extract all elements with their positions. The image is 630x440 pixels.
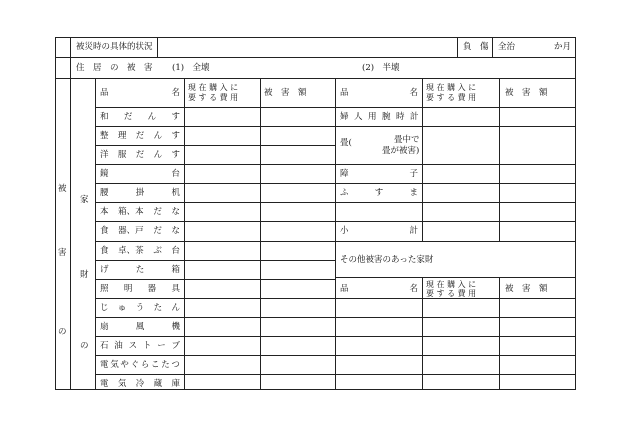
left-item-row: 本 箱、本 だ な [100, 207, 180, 217]
situation-label: 被災時の具体的状況 [76, 42, 153, 52]
left-item-row: 和 だ ん す [100, 112, 180, 122]
item-shoji: 障 子 [340, 169, 418, 179]
left-damage-header: 被 害 額 [264, 88, 307, 98]
damage-vertical-1: 被 [58, 184, 67, 194]
item-header-char-2: 名 [409, 284, 418, 294]
item-header-char-2: 名 [171, 88, 180, 98]
right-lower-item-header [340, 284, 418, 294]
item-header-char-2: 名 [409, 88, 418, 98]
right-lower-cost-header-1: 現 在 購 入 に [426, 280, 477, 289]
item-subtotal: 小 計 [340, 226, 418, 236]
option-total-collapse[interactable]: (1) 全壊 [172, 63, 210, 73]
left-item-row: 洋 服 だ ん す [100, 150, 180, 160]
other-items-heading: その他被害のあった家財 [340, 255, 434, 265]
right-lower-damage-header: 被 害 額 [505, 284, 548, 294]
situation-input[interactable] [158, 38, 457, 57]
left-item-row: じ ゅ う た ん [100, 303, 180, 313]
left-item-row: 石 油 ス ト ー ブ [100, 341, 180, 351]
item-header-char-1: 品 [100, 88, 109, 98]
left-item-row: 扇 風 機 [100, 322, 180, 332]
injury-label: 負 傷 [463, 42, 489, 52]
household-vertical-3: の [80, 341, 89, 351]
left-item-row: げ た 箱 [100, 265, 180, 275]
left-item-row: 食 器、戸 だ な [100, 226, 180, 236]
item-tatami: 畳( [340, 138, 352, 148]
tatami-note-2: 畳が被害) [382, 146, 420, 156]
option-half-collapse[interactable]: (2) 半壊 [362, 63, 400, 73]
recovery-label: 全治 [498, 42, 516, 52]
household-vertical-2: 財 [80, 270, 89, 280]
household-vertical-1: 家 [80, 195, 89, 205]
damage-vertical-3: の [58, 327, 67, 337]
recovery-months-input[interactable] [518, 38, 550, 57]
right-lower-cost-header-2: 要 す る 費 用 [426, 289, 477, 298]
right-cost-header-1: 現 在 購 入 に [426, 83, 477, 92]
right-item-header [340, 88, 418, 98]
left-item-row: 鏡 台 [100, 169, 180, 179]
item-header-char-1: 品 [340, 88, 349, 98]
left-item-row: 電 気 冷 蔵 庫 [100, 379, 180, 389]
left-item-row: 電 気 や ぐ ら こ た つ [100, 360, 180, 370]
months-label: か月 [554, 42, 572, 52]
tatami-note-1: 畳中で [394, 135, 420, 145]
damage-vertical-2: 害 [58, 248, 67, 258]
left-item-row: 照 明 器 具 [100, 284, 180, 294]
right-cost-header-2: 要 す る 費 用 [426, 93, 477, 102]
left-cost-header-2: 要 す る 費 用 [188, 93, 239, 102]
left-item-row: 食 卓、茶 ぶ 台 [100, 246, 180, 256]
item-header-char-1: 品 [340, 284, 349, 294]
item-ladies-watch: 婦 人 用 腕 時 計 [340, 112, 420, 122]
left-item-header [100, 88, 180, 98]
left-item-row: 整 理 だ ん す [100, 131, 180, 141]
item-fusuma: ふ す ま [340, 188, 418, 198]
left-cost-header-1: 現 在 購 入 に [188, 83, 239, 92]
right-damage-header: 被 害 額 [505, 88, 548, 98]
left-item-row: 腰 掛 机 [100, 188, 180, 198]
housing-damage-label: 住 居 の 被 害 [76, 63, 153, 73]
